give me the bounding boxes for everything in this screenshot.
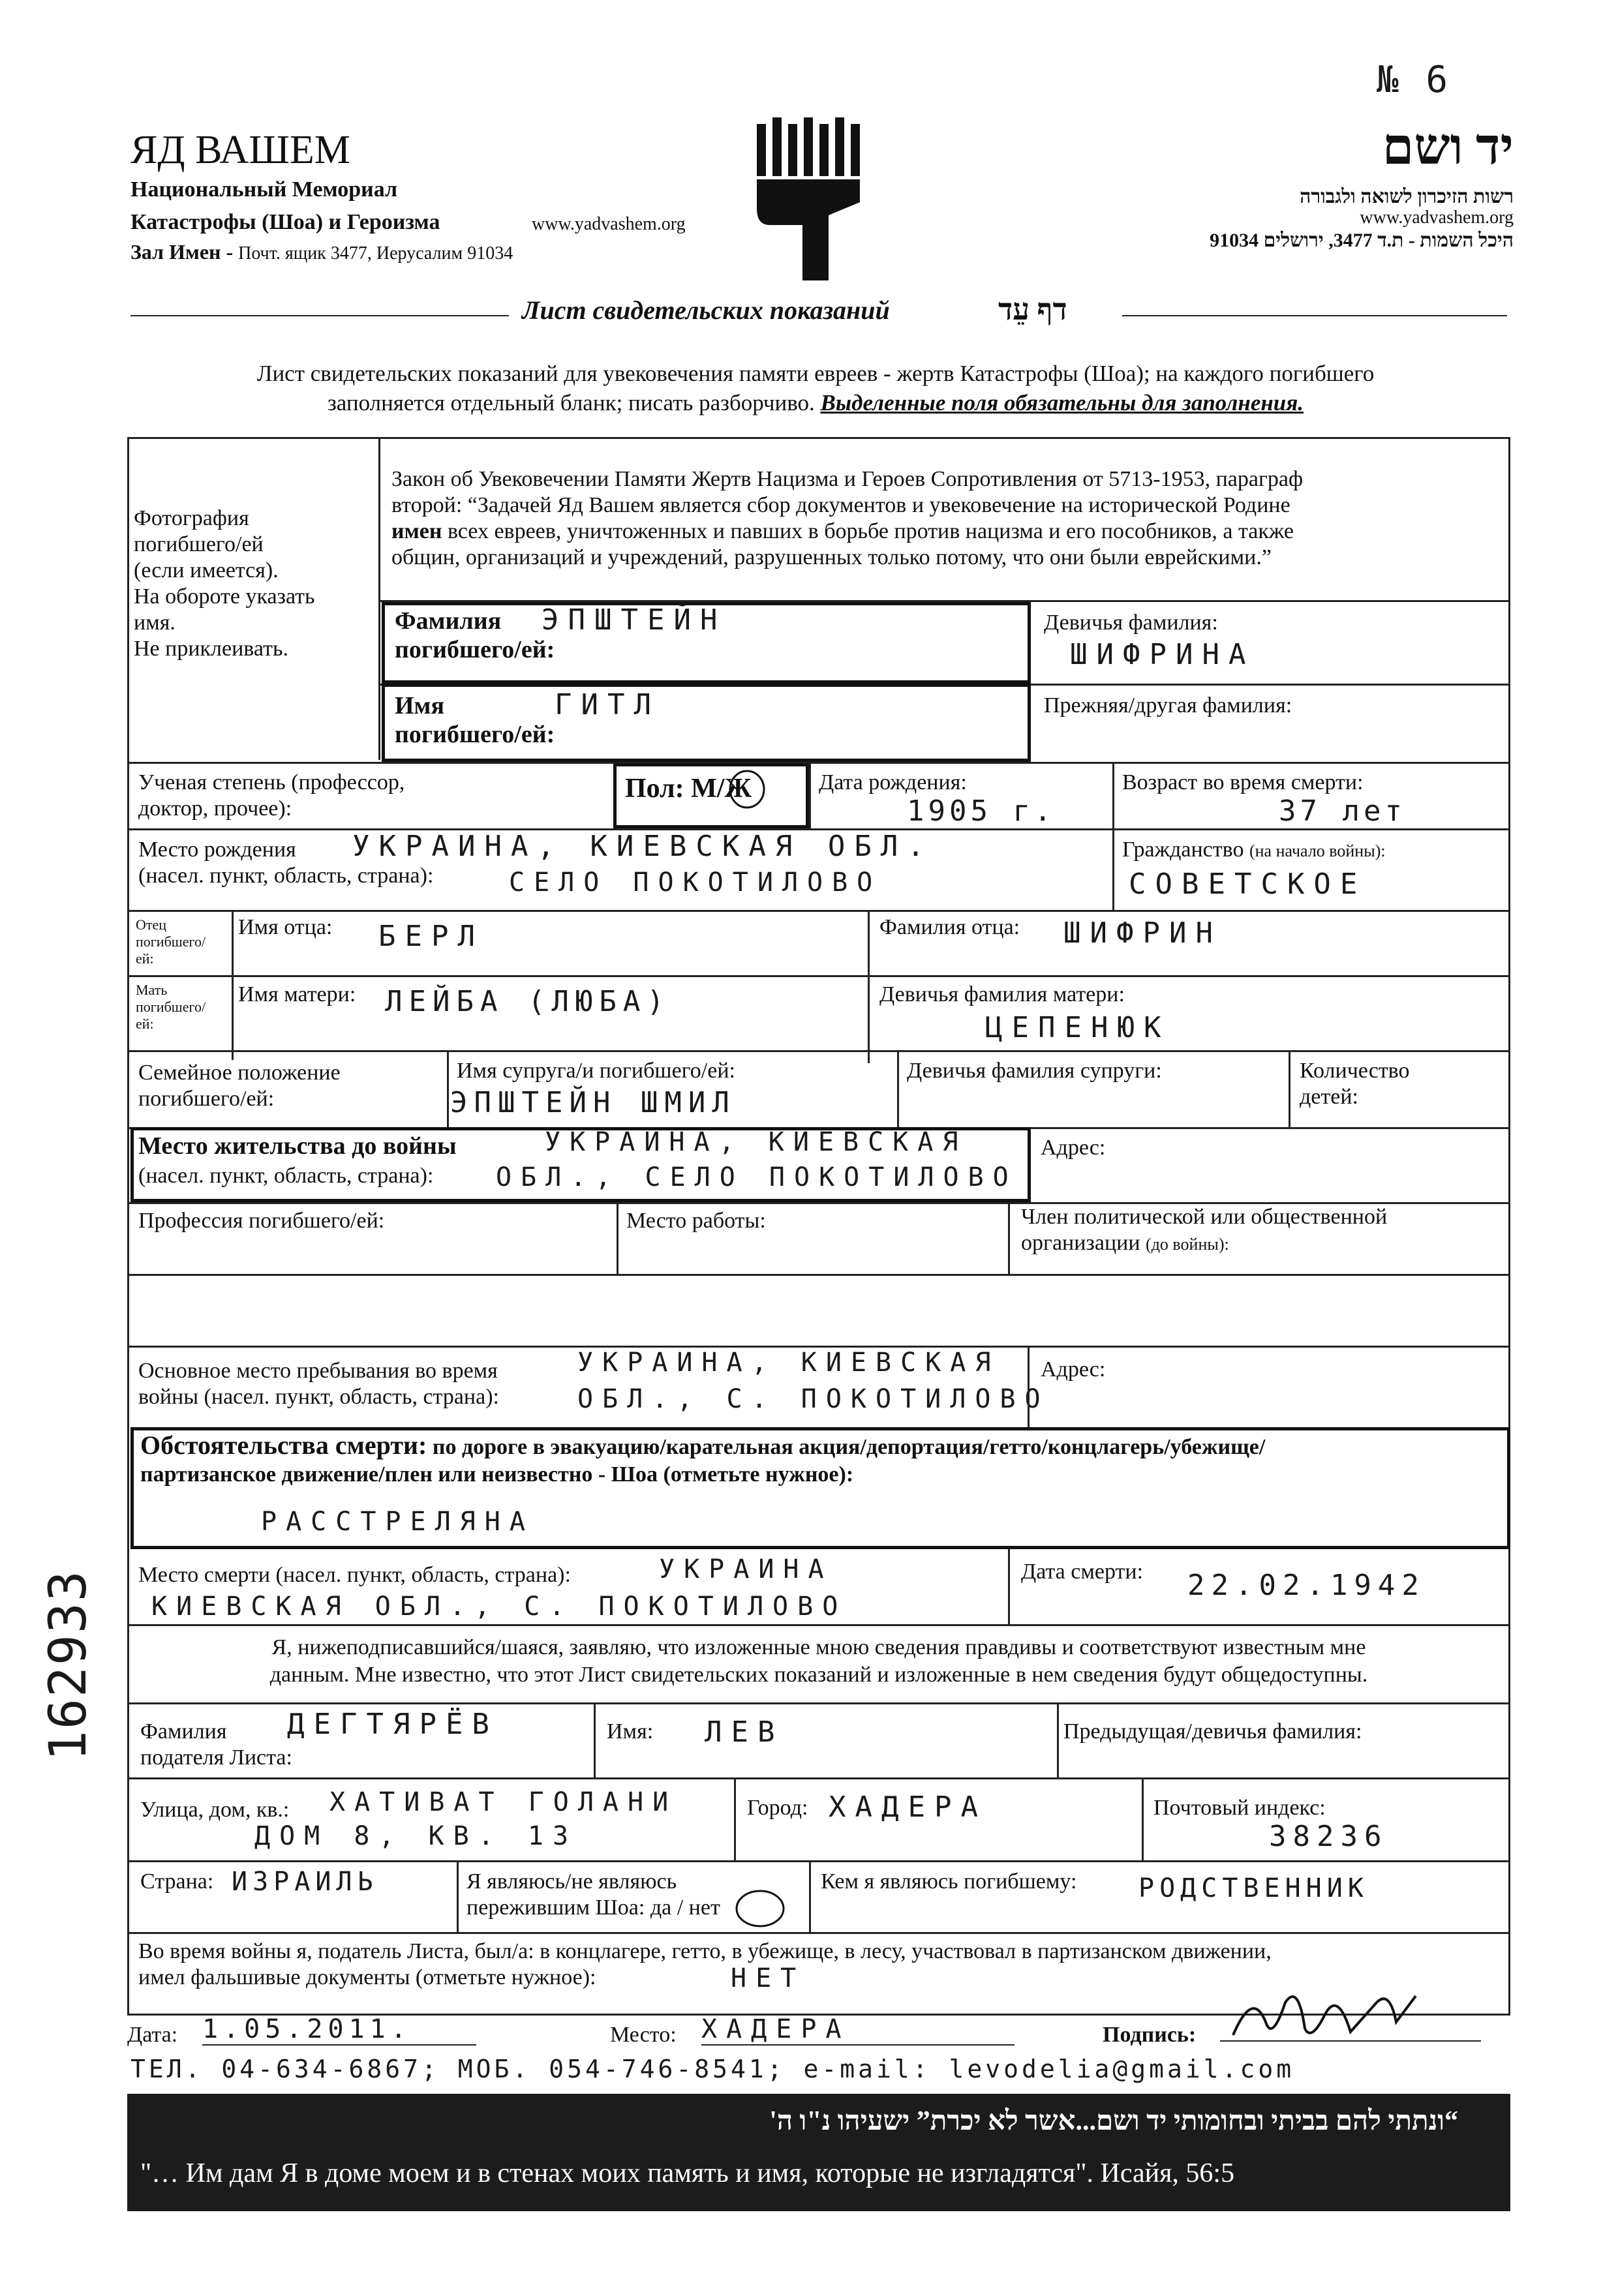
rule xyxy=(127,1777,1510,1779)
residence-label: Место жительства до войны xyxy=(138,1132,457,1160)
father-name: БЕРЛ xyxy=(378,920,484,953)
submitter-wartime-label: Во время войны я, податель Листа, был/а: в концлагере, гетто, в убежище, в лесу, участвовал в партизанском движении, имел фальшивые документы (отметьте нужное): xyxy=(138,1939,1272,1989)
victim-surname-label: Фамилия погибшего/ей: xyxy=(395,607,555,663)
photo-divider xyxy=(378,437,380,760)
zip-label: Почтовый индекс: xyxy=(1153,1796,1326,1820)
citizenship-label-wrap xyxy=(1122,837,1386,864)
form-title: Лист свидетельских показаний xyxy=(522,295,890,325)
side-number: 162933 xyxy=(39,1569,98,1761)
residence-label2: (насел. пункт, область, страна): xyxy=(138,1164,434,1188)
street-line1: ХАТИВАТ ГОЛАНИ xyxy=(329,1787,678,1817)
title-rule-left xyxy=(130,315,509,316)
photo-label: Фотография погибшего/ей (если имеется). На обороте указать имя. Не приклеивать. xyxy=(134,506,315,661)
survivor-circle-mark xyxy=(734,1888,786,1929)
rule xyxy=(809,762,811,828)
rule xyxy=(1008,1202,1010,1274)
country-label: Страна: xyxy=(140,1869,214,1894)
street-line2: ДОМ 8, КВ. 13 xyxy=(254,1821,578,1851)
rule xyxy=(127,1624,1510,1626)
he-org-title: יד ושם xyxy=(1382,118,1514,175)
survivor-label: Я являюсь/не являюсь пережившим Шоа: да / нет xyxy=(466,1869,720,1920)
rule xyxy=(897,1050,899,1127)
rule xyxy=(734,1777,736,1860)
quote-hebrew: “ונתתי להם בביתי ובחומותי יד ושם...אשר לא יכרת” ישעיהו נ"ו ה' xyxy=(769,2106,1458,2136)
death-date: 22.02.1942 xyxy=(1187,1569,1426,1602)
footer-place-label: Место: xyxy=(610,2023,677,2047)
footer-date: 1.05.2011. xyxy=(202,2014,476,2046)
death-place-line2: КИЕВСКАЯ ОБЛ., С. ПОКОТИЛОВО xyxy=(151,1592,847,1622)
spouse-label: Имя супруга/и погибшего/ей: xyxy=(457,1059,735,1083)
rule xyxy=(868,910,870,1063)
profession-label: Профессия погибшего/ей: xyxy=(138,1209,385,1233)
rule xyxy=(447,1050,449,1127)
intro-emphasis: Выделенные поля обязательны для заполнения. xyxy=(820,390,1304,415)
death-date-label: Дата смерти: xyxy=(1021,1560,1144,1584)
rule xyxy=(1057,1702,1059,1777)
form-title-he: דף עֵד xyxy=(998,293,1067,326)
submitter-name-label: Имя: xyxy=(607,1719,654,1744)
father-name-label: Имя отца: xyxy=(238,915,333,939)
sex-label: Пол: М/Ж xyxy=(625,774,752,804)
submitter-surname: ДЕГТЯРЁВ xyxy=(287,1708,498,1741)
children-label: Количество детей: xyxy=(1300,1059,1410,1109)
zip: 38236 xyxy=(1269,1820,1388,1853)
workplace-label: Место работы: xyxy=(626,1209,766,1233)
quote-banner xyxy=(127,2094,1510,2211)
rule xyxy=(617,1202,618,1274)
spouse-maiden-label: Девичья фамилия супруги: xyxy=(907,1059,1162,1083)
country: ИЗРАИЛЬ xyxy=(232,1867,378,1897)
rule xyxy=(594,1702,596,1777)
victim-maiden: ШИФРИНА xyxy=(1070,638,1255,671)
victim-name: ГИТЛ xyxy=(555,688,660,721)
submitter-wartime-value: НЕТ xyxy=(731,1963,806,1993)
ru-org-line1: Национальный Мемориал xyxy=(130,177,398,202)
dob: 1905 г. xyxy=(907,794,1056,828)
rule xyxy=(127,762,1510,764)
intro-line1: Лист свидетельских показаний для увековечения памяти евреев - жертв Катастрофы (Шоа); на каждого погибшего xyxy=(256,361,1375,386)
degree-label: Ученая степень (профессор, доктор, прочее): xyxy=(138,770,405,821)
ru-hall-address: Почт. ящик 3477, Иерусалим 91034 xyxy=(238,243,513,264)
rule xyxy=(127,1932,1510,1934)
citizenship-label: Гражданство xyxy=(1122,838,1244,862)
wartime-line2: ОБЛ., С. ПОКОТИЛОВО xyxy=(577,1384,1050,1414)
law-bold: имен xyxy=(391,519,442,543)
victim-surname: ЭПШТЕЙН xyxy=(542,603,727,637)
footer-place: ХАДЕРА xyxy=(701,2014,1015,2046)
rule xyxy=(1028,1346,1030,1428)
submitter-surname-label: Фамилия подателя Листа: xyxy=(140,1719,292,1770)
marital-label: Семейное положение погибшего/ей: xyxy=(138,1061,341,1111)
city: ХАДЕРА xyxy=(829,1790,987,1824)
title-rule-right xyxy=(1122,315,1507,316)
birthplace-line2: СЕЛО ПОКОТИЛОВО xyxy=(509,868,882,898)
city-label: Город: xyxy=(747,1796,808,1820)
circumstances-value: РАССТРЕЛЯНА xyxy=(261,1507,534,1537)
ru-org-line2: Катастрофы (Шоа) и Героизма xyxy=(130,210,440,234)
dob-label: Дата рождения: xyxy=(819,770,967,794)
victim-maiden-label: Девичья фамилия: xyxy=(1044,611,1218,635)
rule xyxy=(127,910,1510,912)
ru-hall-bold: Зал Имен - xyxy=(130,240,234,264)
death-place-line1: УКРАИНА xyxy=(659,1554,833,1584)
father-surname-label: Фамилия отца: xyxy=(879,915,1020,939)
ru-org-title: ЯД ВАШЕМ xyxy=(130,128,350,172)
citizenship-small: (на начало войны): xyxy=(1249,841,1386,860)
footer-contacts: ТЕЛ. 04-634-6867; МОБ. 054-746-8541; e-mail: levodelia@gmail.com xyxy=(130,2055,1295,2083)
intro-text xyxy=(157,359,1474,417)
he-org-line1: רשות הזיכרון לשואה ולגבורה xyxy=(1300,186,1514,207)
rule xyxy=(1112,762,1114,828)
residence-address-label: Адрес: xyxy=(1041,1136,1106,1160)
rule xyxy=(127,1702,1510,1704)
rule xyxy=(127,1274,1510,1276)
age-label: Возраст во время смерти: xyxy=(1122,770,1364,794)
mother-side-label: Мать погибшего/ ей: xyxy=(136,982,206,1032)
intro-line2: заполняется отдельный бланк; писать разборчиво. xyxy=(327,390,815,415)
submitter-prev-label: Предыдущая/девичья фамилия: xyxy=(1063,1719,1362,1744)
residence-line1: УКРАИНА, КИЕВСКАЯ xyxy=(545,1127,968,1157)
victim-prev-surname-label: Прежняя/другая фамилия: xyxy=(1044,693,1292,718)
member-label-wrap: Член политической или общественной организации (до войны): xyxy=(1021,1205,1388,1255)
yad-vashem-logo xyxy=(750,117,868,287)
circumstances-label: Обстоятельства смерти: по дороге в эвакуацию/карательная акция/депортация/гетто/концлагерь/убежище/ партизанское движение/плен или неизвестно - Шоа (отметьте нужное): xyxy=(140,1430,1266,1487)
he-org-line3: היכל השמות - ת.ד 3477, ירושלים 91034 xyxy=(1210,230,1514,251)
age: 37 лет xyxy=(1279,794,1406,828)
birthplace-line1: УКРАИНА, КИЕВСКАЯ ОБЛ. xyxy=(352,830,934,863)
footer-date-label: Дата: xyxy=(127,2023,178,2047)
street-label: Улица, дом, кв.: xyxy=(140,1798,290,1822)
rule xyxy=(1289,1050,1290,1127)
father-side-label: Отец погибшего/ ей: xyxy=(136,916,206,967)
rule xyxy=(1142,1777,1144,1860)
wartime-address-label: Адрес: xyxy=(1041,1357,1106,1382)
rule xyxy=(127,1050,1510,1052)
relation-label: Кем я являюсь погибшему: xyxy=(821,1869,1077,1894)
rule xyxy=(1112,828,1114,910)
citizenship: СОВЕТСКОЕ xyxy=(1129,868,1367,901)
submitter-name: ЛЕВ xyxy=(705,1715,784,1749)
rule xyxy=(1008,1549,1010,1624)
wartime-line1: УКРАИНА, КИЕВСКАЯ xyxy=(577,1348,1000,1378)
wartime-label: Основное место пребывания во время войны (насел. пункт, область, страна): xyxy=(138,1359,499,1409)
he-url: www.yadvashem.org xyxy=(1360,207,1514,228)
rule xyxy=(127,1860,1510,1862)
mother-name: ЛЕЙБА (ЛЮБА) xyxy=(385,985,671,1018)
residence-line2: ОБЛ., СЕЛО ПОКОТИЛОВО xyxy=(496,1162,1018,1192)
mother-name-label: Имя матери: xyxy=(238,982,356,1006)
law-text: Закон об Увековечении Памяти Жертв Нацизма и Героев Сопротивления от 5713-1953, параграф второй: “Задачей Яд Вашем является сбор документов и увековечение на исторической Родине имен всех евреев, уничтоженных и павших в борьбе против нацизма и его пособников, а также общин, организаций и учреждений, разрушенных только потому, что они были еврейскими.” xyxy=(391,467,1304,569)
footer-signature-label: Подпись: xyxy=(1103,2023,1197,2047)
victim-name-label: Имя погибшего/ей: xyxy=(395,692,555,748)
rule xyxy=(232,910,234,1060)
birthplace-label: Место рождения (насел. пункт, область, страна): xyxy=(138,838,434,888)
rule xyxy=(457,1860,459,1932)
quote-russian: "… Им дам Я в доме моем и в стенах моих память и имя, которые не изгладятся". Исайя, 56:5 xyxy=(140,2158,1235,2188)
spouse: ЭПШТЕЙН ШМИЛ xyxy=(450,1086,736,1119)
rule xyxy=(127,975,1510,977)
mother-maiden: ЦЕПЕНЮК xyxy=(985,1011,1170,1044)
signature xyxy=(1227,1976,1422,2055)
ru-url: www.yadvashem.org xyxy=(532,214,686,234)
sex-circle-mark xyxy=(727,768,767,810)
relation: РОДСТВЕННИК xyxy=(1138,1873,1369,1903)
mother-maiden-label: Девичья фамилия матери: xyxy=(879,982,1125,1006)
rule xyxy=(809,1860,811,1932)
father-surname: ШИФРИН xyxy=(1063,916,1222,950)
declaration: Я, нижеподписавшийся/шаяся, заявляю, что изложенные мною сведения правдивы и соответствуют известным мне данным. Мне известно, что этот Лист свидетельских показаний и изложенные в нем сведения будут общедоступны. xyxy=(269,1635,1368,1687)
corner-number: № 6 xyxy=(1377,59,1451,101)
death-place-label: Место смерти (насел. пункт, область, страна): xyxy=(138,1563,571,1587)
